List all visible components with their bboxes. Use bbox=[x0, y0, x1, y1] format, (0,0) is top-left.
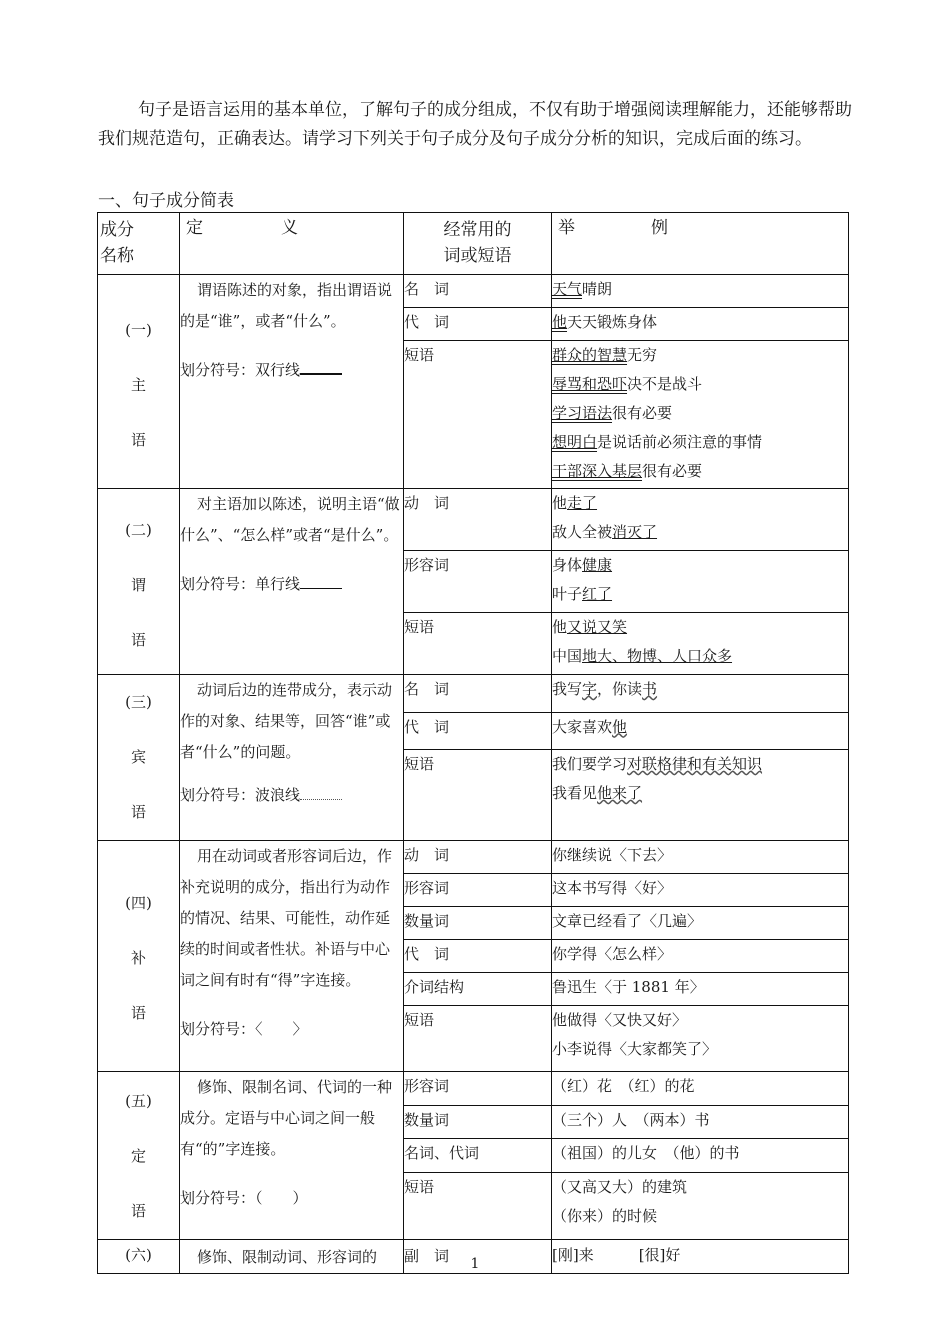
wavy-line-symbol bbox=[300, 787, 342, 800]
complement-example-2: 这本书写得〈好〉 bbox=[552, 874, 849, 907]
object-ex4-marked: 他来了 bbox=[597, 784, 643, 803]
predicate-definition: 对主语加以陈述，说明主语“做什么”、“怎么样”或者“是什么”。 bbox=[180, 495, 400, 544]
complement-definition: 用在动词或者形容词后边，作补充说明的成分，指出行为动作的情况、结果、可能性，动作延续的时间或者性状。补语与中心词之间有时有“得”字连接。 bbox=[180, 847, 393, 989]
table-row bbox=[98, 275, 849, 308]
object-ex3-rest: 我们要学习 bbox=[552, 755, 628, 774]
subject-num: (一) bbox=[125, 321, 152, 339]
section-title: 一、句子成分简表 bbox=[98, 191, 234, 211]
attribute-example-1: （红）花 （红）的花 bbox=[552, 1072, 849, 1106]
complement-example-1: 你继续说〈下去〉 bbox=[552, 841, 849, 874]
subject-ex5-marked: 学习语法 bbox=[552, 404, 613, 422]
adverbial-example-1: [刚]来 [很]好 bbox=[552, 1240, 849, 1274]
predicate-word-2: 形容词 bbox=[404, 551, 552, 613]
object-ex1-marked1: 字 bbox=[582, 680, 598, 698]
attribute-example-4 bbox=[552, 1172, 849, 1239]
object-example-2 bbox=[552, 712, 849, 750]
table-row bbox=[98, 675, 849, 713]
predicate-ex3-rest: 身体 bbox=[552, 556, 583, 574]
subject-def-cell bbox=[180, 275, 404, 489]
object-word-1: 名 词 bbox=[404, 675, 552, 713]
predicate-mark bbox=[180, 569, 403, 600]
sentence-components-table bbox=[97, 212, 849, 1274]
complement-char1: 补 bbox=[130, 949, 146, 967]
subject-definition: 谓语陈述的对象，指出谓语说的是“谁”，或者“什么”。 bbox=[180, 281, 393, 330]
predicate-word-1: 动 词 bbox=[404, 489, 552, 551]
subject-ex7-rest: 很有必要 bbox=[642, 462, 703, 480]
double-line-symbol bbox=[300, 361, 342, 375]
object-word-3: 短语 bbox=[404, 750, 552, 841]
object-char2: 语 bbox=[130, 803, 146, 821]
complement-def-cell bbox=[180, 841, 404, 1072]
object-mark bbox=[180, 780, 403, 811]
attribute-definition: 修饰、限制名词、代词的一种成分。定语与中心词之间一般有“的”字连接。 bbox=[180, 1078, 393, 1158]
complement-example-4: 你学得〈怎么样〉 bbox=[552, 940, 849, 973]
subject-ex4-marked: 辱骂和恐吓 bbox=[552, 375, 628, 393]
subject-ex1-marked: 天气 bbox=[552, 280, 583, 298]
header-name-cell bbox=[98, 213, 180, 275]
subject-ex4-rest: 决不是战斗 bbox=[627, 375, 703, 393]
object-ex1-part1: 我写 bbox=[552, 680, 583, 698]
adverbial-num: (六) bbox=[125, 1246, 152, 1264]
subject-mark bbox=[180, 355, 403, 386]
table-row bbox=[98, 489, 849, 551]
attribute-name-cell bbox=[98, 1072, 180, 1240]
complement-word-5: 介词结构 bbox=[404, 973, 552, 1006]
predicate-ex2-rest: 敌人全被 bbox=[552, 523, 613, 541]
complement-word-3: 数量词 bbox=[404, 907, 552, 940]
adverbial-word-1: 副 词 bbox=[404, 1240, 552, 1274]
object-ex1-part2: ，你读 bbox=[597, 680, 643, 698]
attribute-word-1: 形容词 bbox=[404, 1072, 552, 1106]
header-def-cell bbox=[180, 213, 404, 275]
predicate-name-cell bbox=[98, 489, 180, 675]
subject-example-3 bbox=[552, 341, 849, 489]
subject-ex7-marked: 干部深入基层 bbox=[552, 462, 643, 480]
predicate-char1: 谓 bbox=[130, 576, 146, 594]
subject-char2: 语 bbox=[130, 431, 146, 449]
attribute-word-3: 名词、代词 bbox=[404, 1139, 552, 1173]
predicate-word-3: 短语 bbox=[404, 613, 552, 675]
attribute-word-4: 短语 bbox=[404, 1172, 552, 1239]
complement-example-5: 鲁迅生〈于 1881 年〉 bbox=[552, 973, 849, 1006]
attribute-char2: 语 bbox=[130, 1202, 146, 1220]
subject-ex6-marked: 想明白 bbox=[552, 433, 598, 451]
complement-ex7: 小李说得〈大家都笑了〉 bbox=[552, 1040, 718, 1058]
attribute-word-2: 数量词 bbox=[404, 1105, 552, 1139]
predicate-ex3-marked: 健康 bbox=[582, 556, 613, 574]
object-ex2-marked: 他 bbox=[612, 717, 628, 736]
subject-ex6-rest: 是说话前必须注意的事情 bbox=[597, 433, 763, 451]
subject-ex2-marked: 他 bbox=[552, 313, 568, 331]
object-ex3-marked: 对联格律和有关知识 bbox=[627, 755, 763, 774]
header-name-line2: 名称 bbox=[100, 246, 134, 266]
object-name-cell bbox=[98, 675, 180, 841]
header-def-a: 定 bbox=[186, 218, 203, 238]
object-example-3 bbox=[552, 750, 849, 841]
predicate-mark-text: 划分符号：单行线 bbox=[180, 575, 301, 593]
attribute-mark: 划分符号：（ ） bbox=[180, 1189, 308, 1207]
header-word-cell bbox=[404, 213, 552, 275]
subject-ex2-rest: 天天锻炼身体 bbox=[567, 313, 658, 331]
header-name-line1: 成分 bbox=[100, 220, 134, 240]
predicate-ex6-marked: 地大、物博、人口众多 bbox=[582, 647, 733, 665]
attribute-example-2: （三个）人 （两本）书 bbox=[552, 1105, 849, 1139]
predicate-example-2 bbox=[552, 551, 849, 613]
subject-example-1 bbox=[552, 275, 849, 308]
attribute-char1: 定 bbox=[130, 1147, 146, 1165]
header-ex-a: 举 bbox=[558, 218, 575, 238]
object-char1: 宾 bbox=[130, 748, 146, 766]
subject-example-2 bbox=[552, 308, 849, 341]
subject-mark-text: 划分符号：双行线 bbox=[180, 361, 301, 379]
complement-ex6: 他做得〈又快又好〉 bbox=[552, 1011, 688, 1029]
complement-example-3: 文章已经看了〈几遍〉 bbox=[552, 907, 849, 940]
table-row bbox=[98, 1072, 849, 1106]
subject-word-1: 名 词 bbox=[404, 275, 552, 308]
header-word-line2: 词或短语 bbox=[443, 246, 512, 266]
predicate-ex1-marked: 走了 bbox=[567, 494, 598, 512]
subject-word-3: 短语 bbox=[404, 341, 552, 489]
subject-ex1-rest: 晴朗 bbox=[582, 280, 613, 298]
predicate-ex2-marked: 消灭了 bbox=[612, 523, 658, 541]
complement-num: (四) bbox=[125, 894, 152, 912]
object-word-2: 代 词 bbox=[404, 712, 552, 750]
complement-word-2: 形容词 bbox=[404, 874, 552, 907]
object-def-cell bbox=[180, 675, 404, 841]
predicate-example-1 bbox=[552, 489, 849, 551]
predicate-ex6-rest: 中国 bbox=[552, 647, 583, 665]
complement-word-4: 代 词 bbox=[404, 940, 552, 973]
object-mark-text: 划分符号：波浪线 bbox=[180, 786, 301, 804]
intro-paragraph: 句子是语言运用的基本单位，了解句子的成分组成，不仅有助于增强阅读理解能力，还能够帮助我们规范造句，正确表达。请学习下列关于句子成分及句子成分分析的知识，完成后面的练习。 bbox=[98, 100, 852, 149]
subject-ex3-marked: 群众的智慧 bbox=[552, 346, 628, 364]
table-row bbox=[98, 841, 849, 874]
complement-char2: 语 bbox=[130, 1004, 146, 1022]
complement-mark: 划分符号：〈 〉 bbox=[180, 1020, 308, 1038]
complement-word-6: 短语 bbox=[404, 1006, 552, 1072]
subject-ex5-rest: 很有必要 bbox=[612, 404, 673, 422]
adverbial-definition: 修饰、限制动词、形容词的 bbox=[197, 1248, 378, 1266]
predicate-ex5-marked: 又说又笑 bbox=[567, 618, 628, 636]
header-example-cell bbox=[552, 213, 849, 275]
object-ex2-rest: 大家喜欢 bbox=[552, 717, 613, 736]
attribute-ex5: （你来）的时候 bbox=[552, 1206, 658, 1225]
predicate-example-3 bbox=[552, 613, 849, 675]
predicate-ex1-rest: 他 bbox=[552, 494, 568, 512]
predicate-num: (二) bbox=[125, 521, 152, 539]
complement-word-1: 动 词 bbox=[404, 841, 552, 874]
object-definition: 动词后边的连带成分，表示动作的对象、结果等，回答“谁”或者“什么”的问题。 bbox=[180, 681, 393, 761]
page-number: 1 bbox=[470, 1256, 480, 1272]
attribute-def-cell bbox=[180, 1072, 404, 1240]
subject-word-2: 代 词 bbox=[404, 308, 552, 341]
predicate-char2: 语 bbox=[130, 631, 146, 649]
attribute-ex4: （又高又大）的建筑 bbox=[552, 1177, 688, 1196]
header-def-b: 义 bbox=[281, 218, 298, 238]
predicate-def-cell bbox=[180, 489, 404, 675]
subject-ex3-rest: 无穷 bbox=[627, 346, 658, 364]
object-ex1-marked2: 书 bbox=[642, 680, 658, 698]
predicate-ex4-marked: 红了 bbox=[582, 585, 613, 603]
complement-example-6 bbox=[552, 1006, 849, 1072]
attribute-example-3: （祖国）的儿女 （他）的书 bbox=[552, 1139, 849, 1173]
table-header-row bbox=[98, 213, 849, 275]
object-num: (三) bbox=[125, 693, 152, 711]
subject-name-cell bbox=[98, 275, 180, 489]
object-example-1 bbox=[552, 675, 849, 713]
header-ex-b: 例 bbox=[651, 218, 668, 238]
predicate-ex5-rest: 他 bbox=[552, 618, 568, 636]
attribute-num: (五) bbox=[125, 1092, 152, 1110]
object-ex4-rest: 我看见 bbox=[552, 784, 598, 803]
header-word-line1: 经常用的 bbox=[443, 220, 512, 240]
predicate-ex4-rest: 叶子 bbox=[552, 585, 583, 603]
subject-char1: 主 bbox=[130, 376, 146, 394]
single-line-symbol bbox=[300, 576, 342, 589]
complement-name-cell bbox=[98, 841, 180, 1072]
